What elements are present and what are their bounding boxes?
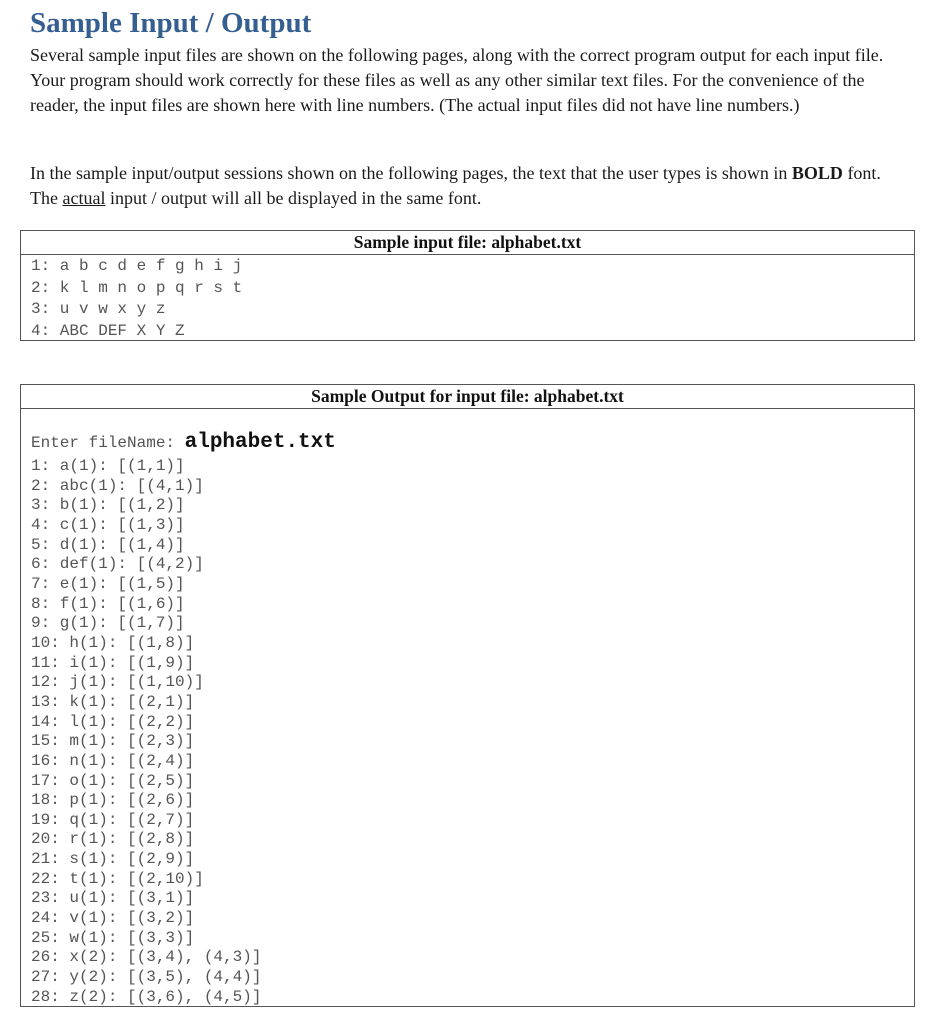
output-line: 20: r(1): [(2,8)] [31, 830, 195, 849]
input-line: 2: k l m n o p q r s t [31, 278, 243, 297]
output-line: 27: y(2): [(3,5), (4,4)] [31, 968, 262, 987]
sample-output-title: Sample Output for input file: alphabet.txt [21, 385, 914, 409]
font-note-bold: BOLD [791, 163, 843, 183]
intro-paragraph: Several sample input files are shown on the following pages, along with the correct program output for each input file. Your program should work correctly for these files as well as any other similar text files. For the convenience of the reader, the input files are shown here with line numbers. (The actual input files did not have line numbers.) [30, 45, 884, 115]
output-line: 15: m(1): [(2,3)] [31, 732, 195, 751]
output-line: 3: b(1): [(1,2)] [31, 496, 185, 515]
font-note-underlined: actual [62, 188, 106, 208]
sample-output-box [20, 384, 915, 1007]
sample-output-body [31, 429, 336, 1007]
output-line: 24: v(1): [(3,2)] [31, 909, 195, 928]
font-note-text-1: In the sample input/output sessions shown on the following pages, the text that the user types is shown in [30, 163, 792, 183]
output-line: 6: def(1): [(4,2)] [31, 555, 204, 574]
filename-typed-value: alphabet.txt [184, 431, 336, 454]
output-line: 28: z(2): [(3,6), (4,5)] [31, 987, 262, 1006]
output-line: 11: i(1): [(1,9)] [31, 653, 195, 672]
sample-input-lines [31, 256, 242, 342]
font-note-text-2: font. The [30, 163, 881, 208]
sample-input-box [20, 230, 915, 341]
font-note-text-3: input / output will all be displayed in the same font. [105, 188, 482, 208]
output-line: 7: e(1): [(1,5)] [31, 574, 185, 593]
font-note-paragraph [30, 161, 910, 211]
output-line: 10: h(1): [(1,8)] [31, 633, 195, 652]
output-line: 22: t(1): [(2,10)] [31, 869, 204, 888]
input-line: 3: u v w x y z [31, 300, 166, 319]
output-line: 13: k(1): [(2,1)] [31, 692, 195, 711]
output-line: 5: d(1): [(1,4)] [31, 535, 185, 554]
filename-prompt-line [31, 429, 336, 457]
input-line: 4: ABC DEF X Y Z [31, 321, 185, 340]
output-line: 18: p(1): [(2,6)] [31, 791, 195, 810]
sample-input-title: Sample input file: alphabet.txt [21, 231, 914, 255]
output-line: 2: abc(1): [(4,1)] [31, 476, 204, 495]
output-line: 21: s(1): [(2,9)] [31, 850, 195, 869]
output-lines [31, 457, 336, 1007]
output-line: 25: w(1): [(3,3)] [31, 928, 195, 947]
output-line: 9: g(1): [(1,7)] [31, 614, 185, 633]
output-line: 19: q(1): [(2,7)] [31, 810, 195, 829]
output-line: 14: l(1): [(2,2)] [31, 712, 195, 731]
page-title: Sample Input / Output [30, 7, 312, 39]
output-line: 1: a(1): [(1,1)] [31, 457, 185, 475]
output-line: 8: f(1): [(1,6)] [31, 594, 185, 613]
output-line: 16: n(1): [(2,4)] [31, 751, 195, 770]
output-line: 17: o(1): [(2,5)] [31, 771, 195, 790]
output-line: 4: c(1): [(1,3)] [31, 515, 185, 534]
output-line: 26: x(2): [(3,4), (4,3)] [31, 948, 262, 967]
input-line: 1: a b c d e f g h i j [31, 257, 243, 275]
output-line: 12: j(1): [(1,10)] [31, 673, 204, 692]
filename-prompt-label: Enter fileName: [31, 434, 185, 452]
output-line: 23: u(1): [(3,1)] [31, 889, 195, 908]
